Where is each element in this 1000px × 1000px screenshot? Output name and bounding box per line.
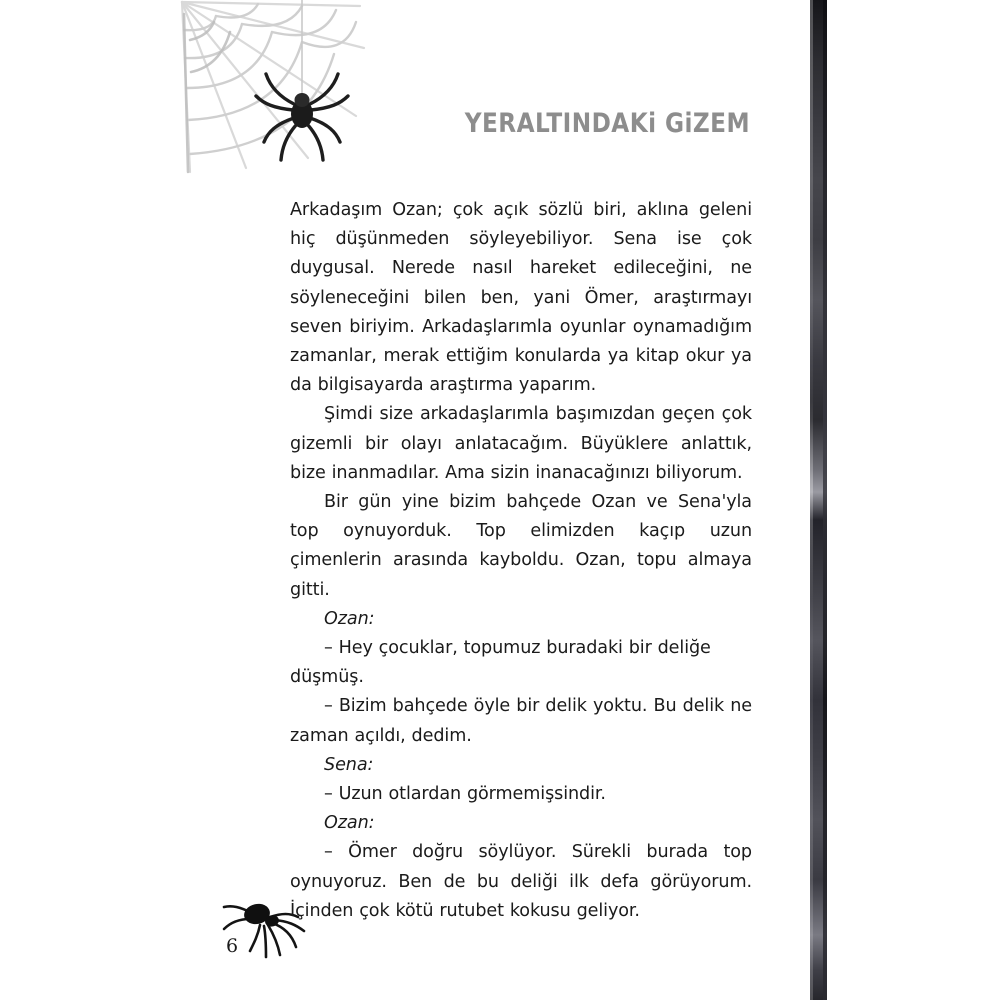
dialogue-line: – Uzun otlardan görmemişsindir. [324, 784, 606, 805]
book-spine-strip [810, 0, 827, 1000]
paragraph: Şimdi size arkadaşlarımla başımızdan geçen çok gizemli bir olayı anlatacağım. Büyüklere anlattık, bize inanmadılar. Ama sizin inanacağınızı biliyorum. [290, 404, 752, 483]
body-text [290, 196, 752, 926]
speaker-label: Sena: [324, 754, 374, 775]
paragraph: Arkadaşım Ozan; çok açık sözlü biri, aklına geleni hiç düşünmeden söyleyebiliyor. Sena ise çok duygusal. Nerede nasıl hareket edileceğini, ne söyleneceğini bilen ben, yani Ömer, araştırmayı seven biriyim. Arkadaşlarımla oyunlar oynamadığım zamanlar, merak ettiğim konularda ya kitap okur ya da bilgisayarda araştırma yaparım. [290, 200, 752, 396]
dialogue-line: – Hey çocuklar, topumuz buradaki bir deliğe düşmüş. [290, 638, 711, 688]
dialogue-line: – Ömer doğru söylüyor. Sürekli burada top oynuyoruz. Ben de bu deliği ilk defa görüyorum. İçinden çok kötü rutubet kokusu geliyor. [290, 842, 752, 921]
page-title: YERALTINDAKi GiZEM [464, 108, 750, 139]
dialogue-line: – Bizim bahçede öyle bir delik yoktu. Bu delik ne zaman açıldı, dedim. [290, 696, 752, 746]
speaker-label: Ozan: [324, 608, 375, 629]
paragraph: Bir gün yine bizim bahçede Ozan ve Sena'yla top oynuyorduk. Top elimizden kaçıp uzun çimenlerin arasında kayboldu. Ozan, topu almaya gitti. [290, 492, 752, 600]
spider-web-icon [160, 0, 370, 176]
page-number: 6 [226, 935, 239, 957]
speaker-label: Ozan: [324, 813, 375, 834]
spider-icon [252, 0, 352, 180]
